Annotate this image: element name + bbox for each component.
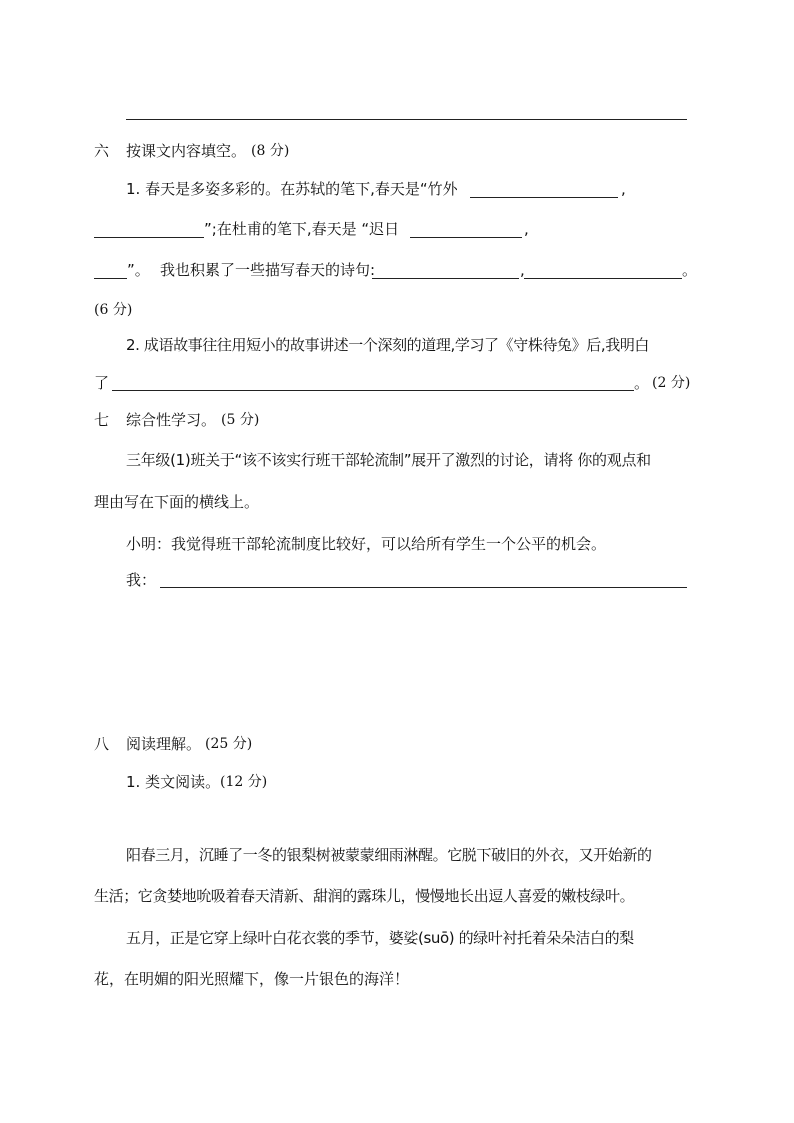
section6-title: 按课文内容填空。 bbox=[126, 142, 247, 160]
s7-para-a: 三年级(1)班关于“该不该实行班干部轮流制”展开了激烈的讨论，请将 你的观点和 bbox=[126, 451, 651, 469]
s7-me-label: 我： bbox=[126, 571, 157, 589]
section8-number: 八 bbox=[94, 735, 110, 753]
s6q1-blank-1[interactable] bbox=[470, 197, 618, 198]
s6q1-comma-b: , bbox=[524, 220, 529, 238]
s6q2-score: (2 分) bbox=[652, 375, 691, 391]
s6q2-blank[interactable] bbox=[112, 390, 634, 391]
s7-para-b: 理由写在下面的横线上。 bbox=[94, 493, 260, 511]
s6q2-end: 。 bbox=[634, 374, 650, 392]
s6q1-blank-3[interactable] bbox=[410, 237, 522, 238]
s6q1-blank-2[interactable] bbox=[94, 237, 204, 238]
s6q1-score: (6 分) bbox=[94, 302, 133, 318]
s6q1-blank-6[interactable] bbox=[524, 278, 682, 279]
s8-p2-line-a: 五月，正是它穿上绿叶白花衣裳的季节，婆娑(suō) 的绿叶衬托着朵朵洁白的梨 bbox=[126, 929, 634, 947]
s6q1-blank-4[interactable] bbox=[94, 278, 127, 279]
s6q1-comma-a: , bbox=[621, 180, 626, 198]
s6q2-text-b: 了 bbox=[94, 374, 110, 392]
s6q1-quote-end: ”。 bbox=[127, 261, 150, 279]
s8-p1-line-b: 生活；它贪婪地吮吸着春天清新、甜润的露珠儿，慢慢地长出逗人喜爱的嫩枝绿叶。 bbox=[94, 887, 635, 905]
section6-number: 六 bbox=[94, 142, 110, 160]
answer-line-top bbox=[126, 119, 687, 120]
section7-title: 综合性学习。 bbox=[126, 411, 217, 429]
s6q2-text-a: 2. 成语故事往往用短小的故事讲述一个深刻的道理,学习了《守株待兔》后,我明白 bbox=[126, 336, 650, 354]
s8q1-score: (12 分) bbox=[220, 774, 268, 790]
s7-xiaoming: 小明：我觉得班干部轮流制度比较好，可以给所有学生一个公平的机会。 bbox=[126, 535, 607, 553]
s8-p2-line-b: 花，在明媚的阳光照耀下，像一片银色的海洋！ bbox=[94, 970, 410, 988]
section6-score: (8 分) bbox=[251, 143, 290, 159]
section8-score: (25 分) bbox=[205, 736, 253, 752]
section7-score: (5 分) bbox=[221, 412, 260, 428]
s6q1-comma-c: , bbox=[520, 261, 525, 279]
s6q1-text-a: 1. 春天是多姿多彩的。在苏轼的笔下,春天是“竹外 bbox=[126, 180, 458, 198]
section8-title: 阅读理解。 bbox=[126, 735, 202, 753]
s6q1-blank-5[interactable] bbox=[372, 278, 519, 279]
s7-me-blank[interactable] bbox=[160, 587, 687, 588]
s8-p1-line-a: 阳春三月，沉睡了一冬的银梨树被蒙蒙细雨淋醒。它脱下破旧的外衣，又开始新的 bbox=[126, 846, 652, 864]
s8q1-label: 1. 类文阅读。 bbox=[126, 773, 221, 791]
s6q1-period-c: 。 bbox=[682, 261, 698, 279]
section7-number: 七 bbox=[94, 411, 110, 429]
s6q1-text-b: ”;在杜甫的笔下,春天是 “迟日 bbox=[204, 220, 400, 238]
s6q1-text-c: 我也积累了一些描写春天的诗句: bbox=[160, 261, 376, 279]
